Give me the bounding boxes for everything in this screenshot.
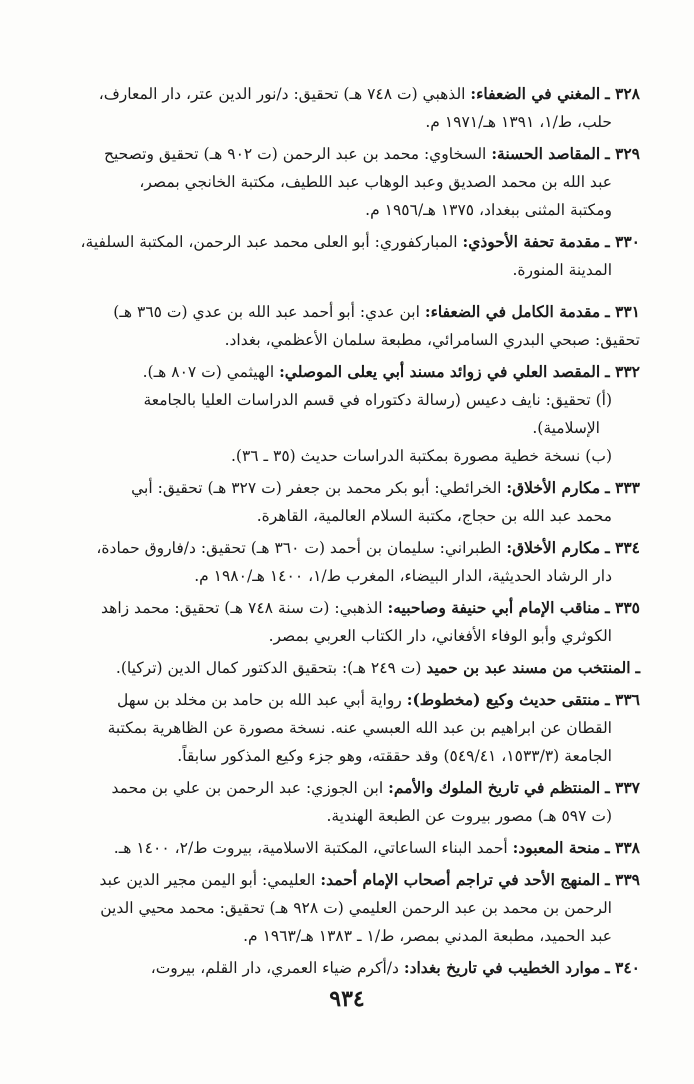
bibliography-entry [60, 834, 640, 862]
bibliography-entry [60, 140, 640, 224]
entry-number: ٣٣٤ ـ [605, 538, 640, 557]
entry-text: المدينة المنورة. [512, 261, 612, 279]
entry-text: تحقيق: صبحي البدري السامرائي، مطبعة سلمان الأعظمي، بغداد. [224, 331, 640, 349]
entry-number: ٣٣٧ ـ [605, 778, 640, 797]
entry-number: ٣٣٥ ـ [605, 598, 640, 617]
bibliography-entry [60, 686, 640, 770]
entry-title: مكارم الأخلاق: [506, 538, 601, 557]
entry-text: العليمي: أبو اليمن مجير الدين عبد [99, 871, 316, 889]
entry-text: السخاوي: محمد بن عبد الرحمن (ت ٩٠٢ هـ) تحقيق وتصحيح [104, 145, 487, 163]
entry-text: ابن الجوزي: عبد الرحمن بن علي بن محمد [111, 779, 384, 797]
entry-text: رواية أبي عبد الله بن حامد بن مخلد بن سهل [116, 691, 402, 709]
entry-title: المغني في الضعفاء: [470, 84, 601, 103]
entry-text: دار الرشاد الحديثية، الدار البيضاء، المغرب ط/١، ١٤٠٠ هـ/١٩٨٠ م. [194, 567, 612, 585]
entry-text: ابن عدي: أبو أحمد عبد الله بن عدي (ت ٣٦٥ هـ) [113, 303, 420, 321]
entry-number: ٣٣٣ ـ [605, 478, 640, 497]
entry-text: الهيثمي (ت ٨٠٧ هـ). [142, 363, 275, 381]
entry-text: (ت ٥٩٧ هـ) مصور بيروت عن الطبعة الهندية. [326, 807, 612, 825]
entry-title: المقصد العلي في زوائد مسند أبي يعلى الموصلي: [279, 362, 601, 381]
entry-text: المباركفوري: أبو العلى محمد عبد الرحمن، المكتبة السلفية، [80, 233, 458, 251]
entry-title: مكارم الأخلاق: [506, 478, 601, 497]
bibliography-entry [60, 866, 640, 950]
entry-number: ٣٣٨ ـ [605, 838, 640, 857]
bibliography-entry [60, 474, 640, 530]
page-number: ٩٣٤ [329, 986, 365, 1012]
entry-text: الذهبي (ت ٧٤٨ هـ) تحقيق: د/نور الدين عتر، دار المعارف، [98, 85, 466, 103]
entry-title: منتقى حديث وكيع (مخطوط): [406, 690, 601, 709]
entry-number: ـ [635, 658, 640, 677]
entry-title: مقدمة تحفة الأحوذي: [462, 232, 601, 251]
entry-number: ٣٣٢ ـ [605, 362, 640, 381]
entry-text: (أ) تحقيق: نايف دعيس (رسالة دكتوراه في قسم الدراسات العليا بالجامعة [143, 391, 612, 409]
entry-number: ٣٣١ ـ [605, 302, 640, 321]
entry-title: المنهج الأحد في تراجم أصحاب الإمام أحمد: [320, 870, 601, 889]
entry-text: الطبراني: سليمان بن أحمد (ت ٣٦٠ هـ) تحقيق: د/فاروق حمادة، [96, 539, 502, 557]
entry-text: الكوثري وأبو الوفاء الأفغاني، دار الكتاب العربي بمصر. [268, 627, 612, 645]
entry-number: ٣٢٨ ـ [605, 84, 640, 103]
entry-text: الذهبي: (ت سنة ٧٤٨ هـ) تحقيق: محمد زاهد [101, 599, 383, 617]
entry-text: (ت ٢٤٩ هـ): بتحقيق الدكتور كمال الدين (تركيا). [115, 659, 422, 677]
entry-number: ٣٢٩ ـ [605, 144, 640, 163]
entry-title: المنتظم في تاريخ الملوك والأمم: [388, 778, 601, 797]
entry-text: (ب) نسخة خطية مصورة بمكتبة الدراسات حديث (٣٥ ـ ٣٦). [230, 447, 612, 465]
bibliography-entry [60, 358, 640, 470]
bibliography-entry [60, 594, 640, 650]
bibliography-entry [60, 534, 640, 590]
entry-text: أحمد البناء الساعاتي، المكتبة الاسلامية، بيروت ط/٢، ١٤٠٠ هـ. [113, 839, 508, 857]
entry-title: المنتخب من مسند عبد بن حميد [426, 658, 631, 677]
entry-title: منحة المعبود: [512, 838, 601, 857]
entry-text: عبد الله بن محمد الصديق وعبد الوهاب عبد اللطيف، مكتبة الخانجي بمصر، [139, 173, 612, 191]
entry-title: المقاصد الحسنة: [491, 144, 601, 163]
entry-text: الجامعة (١٥٣٣/٣، ٥٤٩/٤١) وقد حققته، وهو جزء وكيع المذكور سابقاً. [177, 747, 612, 765]
entry-title: مقدمة الكامل في الضعفاء: [424, 302, 601, 321]
entry-number: ٣٣٩ ـ [605, 870, 640, 889]
bibliography-entry [60, 298, 640, 354]
entry-title: موارد الخطيب في تاريخ بغداد: [403, 958, 601, 977]
bibliography-entry [60, 654, 640, 682]
entry-title: مناقب الإمام أبي حنيفة وصاحبيه: [387, 598, 601, 617]
entry-number: ٣٤٠ ـ [605, 958, 640, 977]
entry-number: ٣٣٠ ـ [605, 232, 640, 251]
bibliography-entry [60, 80, 640, 136]
entry-text: الإسلامية). [532, 419, 600, 437]
bibliography-entry [60, 954, 640, 982]
entry-text: حلب، ط/١، ١٣٩١ هـ/١٩٧١ م. [425, 113, 612, 131]
bibliography-list [60, 80, 640, 986]
entry-text: د/أكرم ضياء العمري، دار القلم، بيروت، [150, 959, 399, 977]
entry-text: الرحمن بن محمد بن عبد الرحمن العليمي (ت ٩٢٨ هـ) تحقيق: محمد محيي الدين [100, 899, 612, 917]
entry-text: الخرائطي: أبو بكر محمد بن جعفر (ت ٣٢٧ هـ) تحقيق: أبي [131, 479, 502, 497]
entry-number: ٣٣٦ ـ [605, 690, 640, 709]
entry-text: محمد عبد الله بن حجاج، مكتبة السلام العالمية، القاهرة. [256, 507, 612, 525]
bibliography-entry [60, 774, 640, 830]
bibliography-entry [60, 228, 640, 284]
entry-text: القطان عن ابراهيم بن عبد الله العبسي عنه. نسخة مصورة عن الظاهرية بمكتبة [107, 719, 612, 737]
entry-text: ومكتبة المثنى ببغداد، ١٣٧٥ هـ/١٩٥٦ م. [365, 201, 612, 219]
entry-text: عبد الحميد، مطبعة المدني بمصر، ط/١ ـ ١٣٨٣ هـ/١٩٦٣ م. [243, 927, 612, 945]
